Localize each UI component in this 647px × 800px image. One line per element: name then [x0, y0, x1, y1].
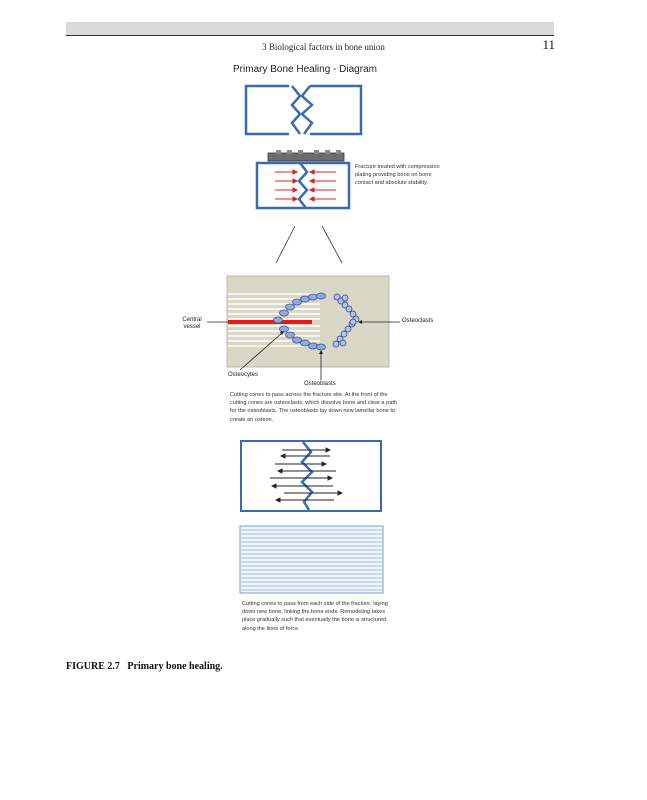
- cones-crossing-panel: [241, 441, 381, 511]
- figure-caption-text: Primary bone healing.: [127, 661, 223, 672]
- diagram-title: Primary Bone Healing - Diagram: [233, 64, 377, 75]
- page-number: 11: [542, 37, 555, 52]
- remodeled-bone-panel: [240, 526, 383, 593]
- plating-note: Fracture treated with compression plating providing bone on bone contact and absolute stability.: [355, 164, 440, 187]
- osteocytes-label: Osteocytes: [228, 372, 259, 378]
- cutting-cones-note: Cutting cones to pass across the fracture site. At the front of the cutting cones are osteoclasts, which dissolve bone and clear a path for the osteoblasts. The osteoblasts lay down new lamellar bone to create an osteon.: [230, 392, 397, 423]
- compression-plate: [268, 153, 344, 161]
- figure-caption: [66, 661, 223, 672]
- osteoblasts-label: Osteoblasts: [304, 381, 336, 387]
- remodeling-note: Cutting cones to pass from each side of the fracture, laying down new bone, linking the bone ends. Remodeling takes place gradually such that eventually the bone is structured along the lines of force.: [242, 601, 388, 632]
- figure-label: FIGURE 2.7: [66, 661, 120, 672]
- fractured-bone-panel: [246, 84, 361, 137]
- zoom-line-left: [276, 226, 295, 263]
- central-vessel-label: Central vessel: [182, 317, 202, 330]
- compression-plate-panel: [257, 150, 349, 208]
- bone-outline-5: [240, 526, 383, 593]
- zoom-line-right: [322, 226, 342, 263]
- running-head: 3 Biological factors in bone union: [262, 42, 385, 52]
- osteoclasts-label: Osteoclasts: [402, 318, 434, 324]
- cutting-cone-panel: [207, 276, 400, 380]
